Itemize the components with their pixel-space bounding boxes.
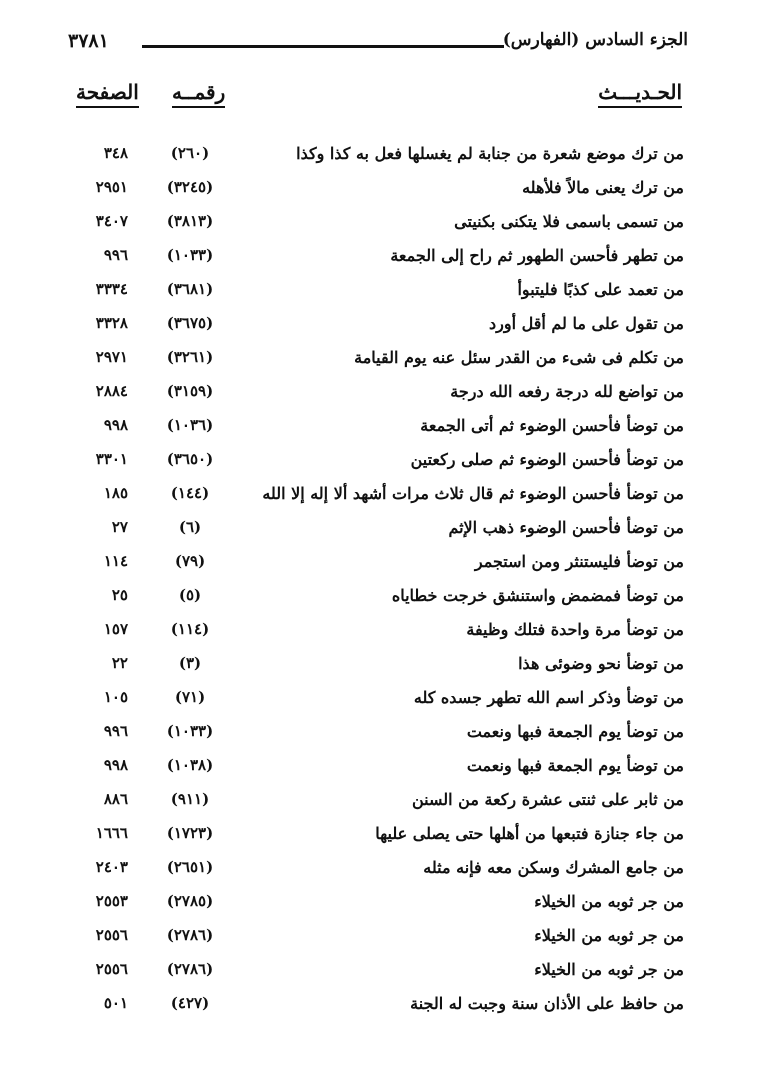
hadith-number: (٣٢٦١) bbox=[166, 348, 214, 366]
hadith-number: (٩١١) bbox=[170, 790, 210, 808]
table-row bbox=[68, 276, 688, 310]
hadith-text: من ترك موضع شعرة من جنابة لم يغسلها فعل به كذا وكذا bbox=[296, 144, 684, 163]
hadith-number: (٢٧٨٦) bbox=[166, 926, 214, 944]
page-number: ٣٧٨١ bbox=[68, 30, 109, 52]
table-row bbox=[68, 174, 688, 208]
hadith-number: (٧٩) bbox=[174, 552, 206, 570]
page-reference: ٣٤٨ bbox=[103, 144, 128, 162]
page-reference: ٢٥ bbox=[111, 586, 128, 604]
table-row bbox=[68, 412, 688, 446]
page-reference: ١٠٥ bbox=[103, 688, 128, 706]
page-reference: ٥٠١ bbox=[103, 994, 128, 1012]
table-row bbox=[68, 990, 688, 1024]
table-row bbox=[68, 310, 688, 344]
running-title: الجزء السادس (الفهارس) bbox=[502, 30, 688, 50]
hadith-text: من جر ثوبه من الخيلاء bbox=[534, 926, 684, 945]
page-reference: ٢٥٥٣ bbox=[95, 892, 128, 910]
page-reference: ٣٣٢٨ bbox=[95, 314, 128, 332]
page-reference: ٣٣٠١ bbox=[95, 450, 128, 468]
hadith-number: (٢٧٨٦) bbox=[166, 960, 214, 978]
number-column-header: رقمــه bbox=[172, 80, 226, 104]
hadith-number: (٦) bbox=[178, 518, 202, 536]
page-reference: ٢٥٥٦ bbox=[95, 960, 128, 978]
page-reference: ٢٢ bbox=[111, 654, 128, 672]
table-row bbox=[68, 752, 688, 786]
hadith-text: من جر ثوبه من الخيلاء bbox=[534, 892, 684, 911]
hadith-text: من توضأ مرة واحدة فتلك وظيفة bbox=[466, 620, 684, 639]
table-row bbox=[68, 514, 688, 548]
page-reference: ٢٨٨٤ bbox=[95, 382, 128, 400]
hadith-text: من توضأ يوم الجمعة فبها ونعمت bbox=[466, 722, 684, 741]
header-rule bbox=[142, 45, 504, 48]
hadith-number: (٣) bbox=[178, 654, 202, 672]
hadith-text: من توضأ فأحسن الوضوء ثم أتى الجمعة bbox=[420, 416, 684, 435]
hadith-number: (١٠٣٣) bbox=[166, 246, 214, 264]
table-row bbox=[68, 208, 688, 242]
page-reference: ٩٩٦ bbox=[103, 246, 128, 264]
hadith-text: من توضأ يوم الجمعة فبها ونعمت bbox=[466, 756, 684, 775]
page-reference: ٩٩٨ bbox=[103, 756, 128, 774]
table-row bbox=[68, 922, 688, 956]
table-row bbox=[68, 480, 688, 514]
table-row bbox=[68, 616, 688, 650]
hadith-number: (٥) bbox=[178, 586, 202, 604]
table-row bbox=[68, 548, 688, 582]
hadith-text: من جامع المشرك وسكن معه فإنه مثله bbox=[423, 858, 684, 877]
hadith-text: من تكلم فى شىء من القدر سئل عنه يوم القيامة bbox=[354, 348, 684, 367]
page-reference: ٣٣٣٤ bbox=[95, 280, 128, 298]
hadith-number: (٢٦٠) bbox=[170, 144, 210, 162]
hadith-number: (٣٨١٣) bbox=[166, 212, 214, 230]
table-row bbox=[68, 888, 688, 922]
hadith-text: من ثابر على ثنتى عشرة ركعة من السنن bbox=[412, 790, 684, 809]
hadith-text: من توضأ نحو وضوئى هذا bbox=[518, 654, 684, 673]
table-row bbox=[68, 786, 688, 820]
table-row bbox=[68, 684, 688, 718]
hadith-text: من تواضع لله درجة رفعه الله درجة bbox=[450, 382, 684, 401]
index-table bbox=[68, 140, 688, 1024]
hadith-number: (٤٢٧) bbox=[170, 994, 210, 1012]
hadith-number: (٣٦٧٥) bbox=[166, 314, 214, 332]
page-reference: ٢٩٥١ bbox=[95, 178, 128, 196]
page-column-header: الصفحة bbox=[76, 80, 139, 104]
table-row bbox=[68, 582, 688, 616]
page-reference: ٣٤٠٧ bbox=[95, 212, 128, 230]
hadith-text: من جاء جنازة فتبعها من أهلها حتى يصلى عليها bbox=[375, 824, 684, 843]
table-row bbox=[68, 956, 688, 990]
hadith-number: (٣٦٥٠) bbox=[166, 450, 214, 468]
page-reference: ١٨٥ bbox=[103, 484, 128, 502]
hadith-text: من توضأ فأحسن الوضوء ثم قال ثلاث مرات أشهد ألا إله إلا الله bbox=[262, 484, 684, 503]
hadith-number: (٣٢٤٥) bbox=[166, 178, 214, 196]
column-headers bbox=[68, 80, 688, 120]
page-reference: ٢٤٠٣ bbox=[95, 858, 128, 876]
hadith-number: (٧١) bbox=[174, 688, 206, 706]
page-reference: ١١٤ bbox=[103, 552, 128, 570]
table-row bbox=[68, 242, 688, 276]
hadith-text: من توضأ وذكر اسم الله تطهر جسده كله bbox=[413, 688, 684, 707]
page-reference: ٢٥٥٦ bbox=[95, 926, 128, 944]
page-reference: ٩٩٦ bbox=[103, 722, 128, 740]
page-reference: ٢٩٧١ bbox=[95, 348, 128, 366]
hadith-number: (١٠٣٣) bbox=[166, 722, 214, 740]
hadith-text: من توضأ فمضمض واستنشق خرجت خطاياه bbox=[391, 586, 684, 605]
hadith-text: من جر ثوبه من الخيلاء bbox=[534, 960, 684, 979]
table-row bbox=[68, 854, 688, 888]
page-reference: ٩٩٨ bbox=[103, 416, 128, 434]
hadith-text: من تعمد على كذبًا فليتبوأ bbox=[517, 280, 684, 299]
hadith-text: من ترك يعنى مالاً فلأهله bbox=[522, 178, 684, 197]
hadith-text: من حافظ على الأذان سنة وجبت له الجنة bbox=[410, 994, 684, 1013]
hadith-text: من توضأ فليستنثر ومن استجمر bbox=[474, 552, 684, 571]
hadith-number: (٣٦٨١) bbox=[166, 280, 214, 298]
hadith-text: من تطهر فأحسن الطهور ثم راح إلى الجمعة bbox=[390, 246, 684, 265]
page-reference: ٨٨٦ bbox=[103, 790, 128, 808]
table-row bbox=[68, 718, 688, 752]
table-row bbox=[68, 344, 688, 378]
table-row bbox=[68, 820, 688, 854]
hadith-column-header: الحـديـــث bbox=[598, 80, 682, 104]
hadith-number: (١١٤) bbox=[170, 620, 210, 638]
table-row bbox=[68, 446, 688, 480]
hadith-text: من تقول على ما لم أقل أورد bbox=[489, 314, 684, 333]
hadith-number: (١٠٣٨) bbox=[166, 756, 214, 774]
hadith-number: (٣١٥٩) bbox=[166, 382, 214, 400]
running-header bbox=[68, 30, 688, 58]
page-reference: ١٦٦٦ bbox=[95, 824, 128, 842]
table-row bbox=[68, 140, 688, 174]
hadith-number: (٢٧٨٥) bbox=[166, 892, 214, 910]
page-reference: ٢٧ bbox=[111, 518, 128, 536]
hadith-text: من توضأ فأحسن الوضوء ثم صلى ركعتين bbox=[410, 450, 684, 469]
hadith-text: من توضأ فأحسن الوضوء ذهب الإثم bbox=[448, 518, 684, 537]
hadith-text: من تسمى باسمى فلا يتكنى بكنيتى bbox=[454, 212, 684, 231]
hadith-number: (١٠٣٦) bbox=[166, 416, 214, 434]
page-reference: ١٥٧ bbox=[103, 620, 128, 638]
hadith-number: (١٤٤) bbox=[170, 484, 210, 502]
table-row bbox=[68, 650, 688, 684]
hadith-number: (١٧٢٣) bbox=[166, 824, 214, 842]
table-row bbox=[68, 378, 688, 412]
hadith-number: (٢٦٥١) bbox=[166, 858, 214, 876]
